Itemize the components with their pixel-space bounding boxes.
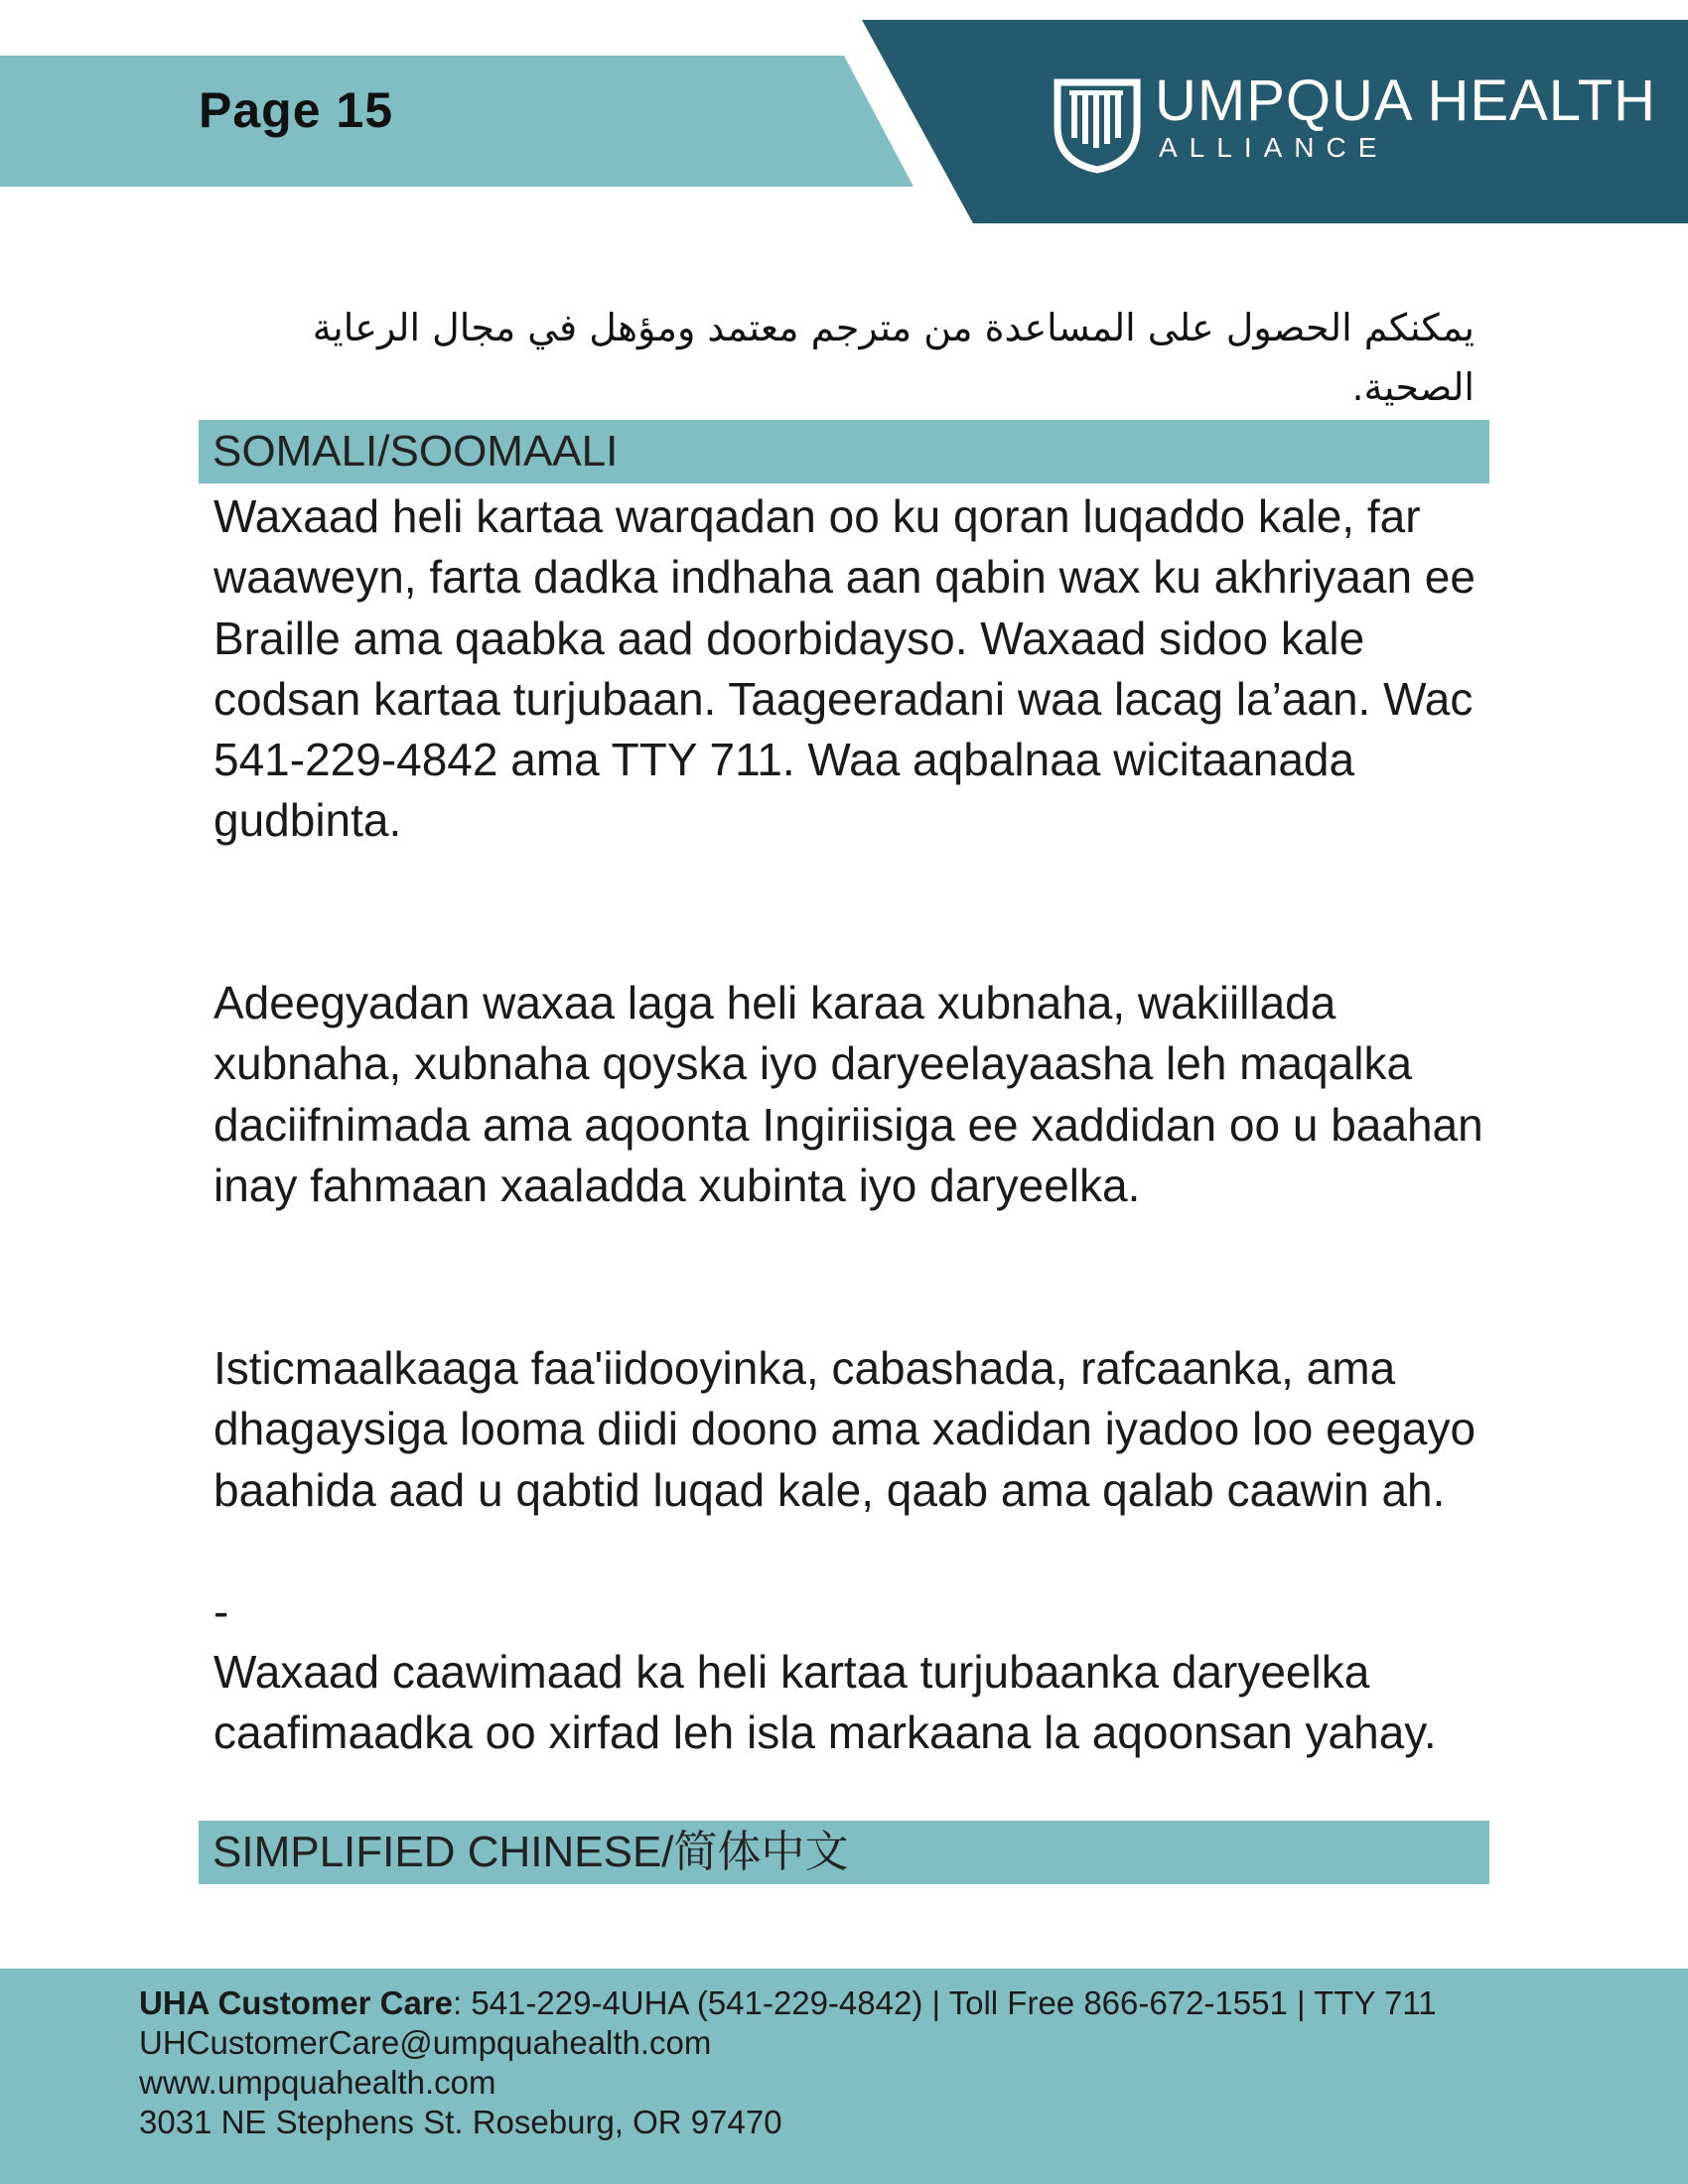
section-heading-somali: SOMALI/SOOMAALI bbox=[199, 420, 1489, 483]
customer-care-label: UHA Customer Care bbox=[139, 1984, 454, 2021]
logo-name: UMPQUA HEALTH bbox=[1155, 68, 1657, 133]
footer-email[interactable]: UHCustomerCare@umpquahealth.com bbox=[139, 2024, 712, 2061]
footer-website[interactable]: www.umpquahealth.com bbox=[139, 2064, 496, 2101]
somali-paragraph: Isticmaalkaaga faa'iidooyinka, cabashada, rafcaanka, ama dhagaysiga looma diidi doono ama xadidan iyadoo loo eegayo baahida aad u qabtid luqad kale, qaab ama qalab caawin ah. bbox=[213, 1342, 1477, 1516]
customer-care-line bbox=[139, 1983, 1437, 2023]
somali-separator: - bbox=[213, 1585, 229, 1637]
section-heading-chinese: SIMPLIFIED CHINESE/简体中文 bbox=[199, 1821, 1489, 1884]
arabic-notice: يمكنكم الحصول على المساعدة من مترجم معتمد ومؤهل في مجال الرعاية الصحية. bbox=[312, 306, 1475, 409]
somali-paragraph: Waxaad caawimaad ka heli kartaa turjubaanka daryeelka caafimaadka oo xirfad leh isla markaana la aqoonsan yahay. bbox=[213, 1646, 1437, 1759]
header-band bbox=[0, 56, 914, 187]
umpqua-health-logo bbox=[1048, 68, 1657, 174]
logo-subtitle: ALLIANCE bbox=[1159, 132, 1389, 163]
customer-care-info: : 541-229-4UHA (541-229-4842) | Toll Free 866-672-1551 | TTY 711 bbox=[453, 1984, 1437, 2021]
page-number: Page 15 bbox=[199, 82, 394, 138]
somali-paragraph: Waxaad heli kartaa warqadan oo ku qoran luqaddo kale, far waaweyn, farta dadka indhaha aan qabin wax ku akhriyaan ee Braille ama qaabka aad doorbidayso. Waxaad sidoo kale codsan kartaa turjubaan. Taageeradani waa lacag la’aan. Wac 541-229-4842 ama TTY 711. Waa aqbalnaa wicitaanada gudbinta. bbox=[213, 490, 1476, 847]
footer-address: 3031 NE Stephens St. Roseburg, OR 97470 bbox=[139, 2104, 782, 2140]
somali-paragraph: Adeegyadan waxaa laga heli karaa xubnaha, wakiillada xubnaha, xubnaha qoyska iyo daryeelayaasha leh maqalka daciifnimada ama aqoonta Ingiriisiga ee xaddidan oo u baahan inay fahmaan xaaladda xubinta iyo daryeelka. bbox=[213, 977, 1483, 1211]
shield-pillars-icon bbox=[1048, 74, 1147, 174]
